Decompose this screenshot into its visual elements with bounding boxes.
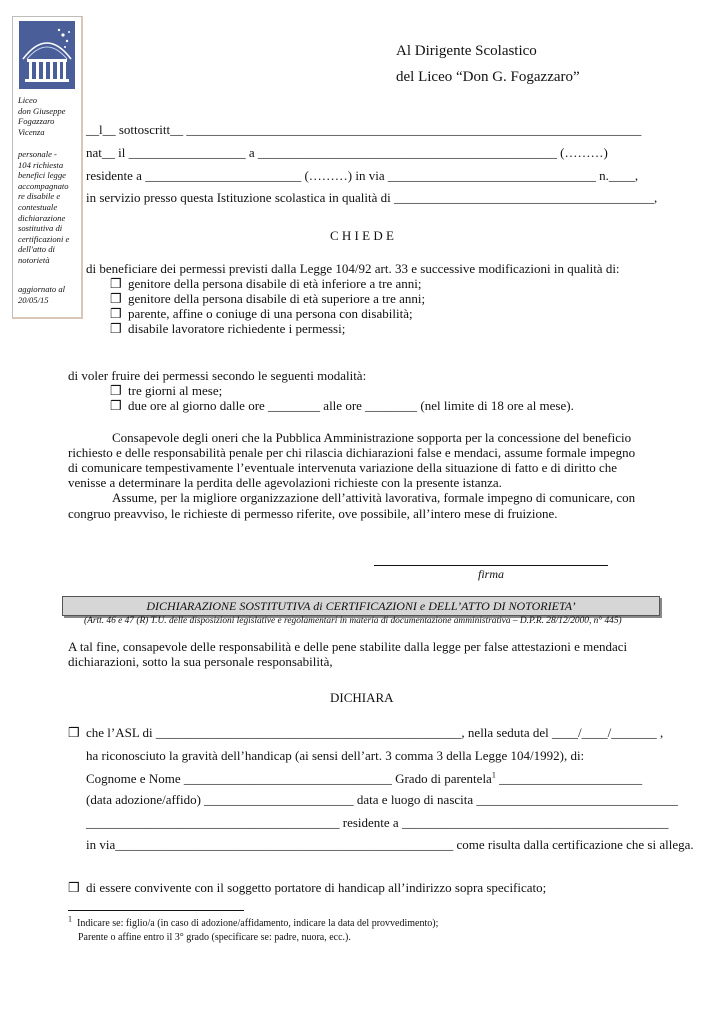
checkbox-icon[interactable]: ❒ bbox=[110, 398, 122, 413]
footnote-line-2: Parente o affine entro il 3° grado (specificare se: padre, nuora, ecc.). bbox=[78, 932, 351, 943]
checkbox-icon[interactable]: ❒ bbox=[110, 383, 122, 398]
signature-line[interactable] bbox=[374, 565, 608, 566]
option-due-ore[interactable]: ❒ due ore al giorno dalle ore ________ alle ore ________ (nel limite di 18 ore al mese). bbox=[110, 398, 574, 413]
option-convivente[interactable]: ❒ di essere convivente con il soggetto portatore di handicap all’indirizzo sopra specificato; bbox=[68, 880, 547, 895]
school-building-logo-icon bbox=[19, 21, 75, 89]
option-parente-affine[interactable]: ❒ parente, affine o coniuge di una persona con disabilità; bbox=[110, 306, 413, 321]
role-field[interactable]: in servizio presso questa Istituzione scolastica in qualità di ________________________________________, bbox=[86, 190, 658, 205]
option-disabile-lavoratore[interactable]: ❒ disabile lavoratore richiedente i permessi; bbox=[110, 321, 346, 336]
dsc-title-banner: DICHIARAZIONE SOSTITUTIVA di CERTIFICAZIONI e DELL’ATTO DI NOTORIETA’ bbox=[62, 596, 660, 616]
footnote-mark: 1 bbox=[68, 914, 72, 924]
paragraph-line: di comunicare tempestivamente l’eventuale intervenuta variazione della situazione di fatto e di diritto che bbox=[68, 460, 618, 475]
checkbox-icon[interactable]: ❒ bbox=[110, 291, 122, 306]
school-name: Liceo don Giuseppe Fogazzaro Vicenza bbox=[18, 95, 66, 137]
dsc-reference: (Artt. 46 e 47 (R) T.U. delle disposizioni legislative e regolamentari in materia di documentazione amministrativa – D.P.R. 28/12/2000, n° 445) bbox=[84, 616, 622, 626]
applicant-name-field[interactable]: __l__ sottoscritt__ ______________________________________________________________________ bbox=[86, 122, 642, 137]
residente-field[interactable]: _______________________________________ residente a _________________________________________ bbox=[86, 815, 669, 830]
recipient-line-2: del Liceo “Don G. Fogazzaro” bbox=[396, 69, 580, 85]
option-genitore-superiore[interactable]: ❒ genitore della persona disabile di età superiore a tre anni; bbox=[110, 291, 426, 306]
paragraph-line: Assume, per la migliore organizzazione dell’attività lavorativa, formale impegno di comunicare, con bbox=[112, 490, 636, 505]
sidebar bbox=[12, 16, 83, 319]
paragraph-line: venisse a determinare la perdita delle agevolazioni richieste con la presente istanza. bbox=[68, 475, 502, 490]
checkbox-icon[interactable]: ❒ bbox=[68, 880, 80, 895]
chiede-heading: C H I E D E bbox=[330, 228, 394, 243]
modalita-intro: di voler fruire dei permessi secondo le seguenti modalità: bbox=[68, 368, 367, 383]
paragraph-line: richiesto e delle responsabilità penale per chi rilascia dichiarazioni false e mendaci, assume formale impegno bbox=[68, 445, 636, 460]
checkbox-icon[interactable]: ❒ bbox=[68, 725, 80, 740]
footnote-mark: 1 bbox=[491, 770, 496, 780]
option-tre-giorni[interactable]: ❒ tre giorni al mese; bbox=[110, 383, 223, 398]
footnote-separator bbox=[68, 910, 244, 911]
option-asl[interactable]: ❒ che l’ASL di _______________________________________________, nella seduta del ____/____/_______ , bbox=[68, 725, 664, 740]
dsc-intro-line-2: dichiarazioni, sotto la sua personale responsabilità, bbox=[68, 654, 333, 669]
dichiara-heading: DICHIARA bbox=[330, 690, 394, 705]
dsc-intro-line-1: A tal fine, consapevole delle responsabilità e delle pene stabilite dalla legge per false attestazioni e mendaci bbox=[68, 639, 628, 654]
checkbox-icon[interactable]: ❒ bbox=[110, 276, 122, 291]
chiede-intro: di beneficiare dei permessi previsti dalla Legge 104/92 art. 33 e successive modificazioni in qualità di: bbox=[86, 261, 620, 276]
birth-date-place-field[interactable]: nat__ il __________________ a ______________________________________________ (………) bbox=[86, 145, 608, 160]
handicap-line: ha riconosciuto la gravità dell’handicap (ai sensi dell’art. 3 comma 3 della Legge 104/1992), di: bbox=[86, 748, 585, 763]
paragraph-line: Consapevole degli oneri che la Pubblica Amministrazione sopporta per la concessione del beneficio bbox=[112, 430, 632, 445]
form-description: personale - 104 richiesta benefici legge accompagnato re disabile e contestuale dichiarazione sostitutiva di certificazioni e dell'atto di notorietà bbox=[18, 149, 70, 265]
signature-label: firma bbox=[478, 567, 505, 581]
paragraph-line: congruo preavviso, le richieste di permesso riferite, ove possibile, all’intero mese di fruizione. bbox=[68, 506, 558, 521]
recipient-line-1: Al Dirigente Scolastico bbox=[396, 43, 537, 59]
via-field[interactable]: in via____________________________________________________ come risulta dalla certificazione che si allega. bbox=[86, 837, 694, 852]
residence-field[interactable]: residente a ________________________ (………) in via ________________________________ n.____, bbox=[86, 168, 639, 183]
update-date: aggiornato al 20/05/15 bbox=[18, 284, 66, 305]
cognome-field[interactable]: Cognome e Nome ________________________________ Grado di parentela$^1$ ______________________ bbox=[86, 770, 643, 786]
adozione-field[interactable]: (data adozione/affido) _______________________ data e luogo di nascita _______________________________ bbox=[86, 792, 678, 807]
footnote-line-1: $^1$ Indicare se: figlio/a (in caso di adozione/affidamento, indicare la data del provvedimento); bbox=[68, 914, 439, 929]
option-genitore-inferiore[interactable]: ❒ genitore della persona disabile di età inferiore a tre anni; bbox=[110, 276, 422, 291]
checkbox-icon[interactable]: ❒ bbox=[110, 321, 122, 336]
checkbox-icon[interactable]: ❒ bbox=[110, 306, 122, 321]
